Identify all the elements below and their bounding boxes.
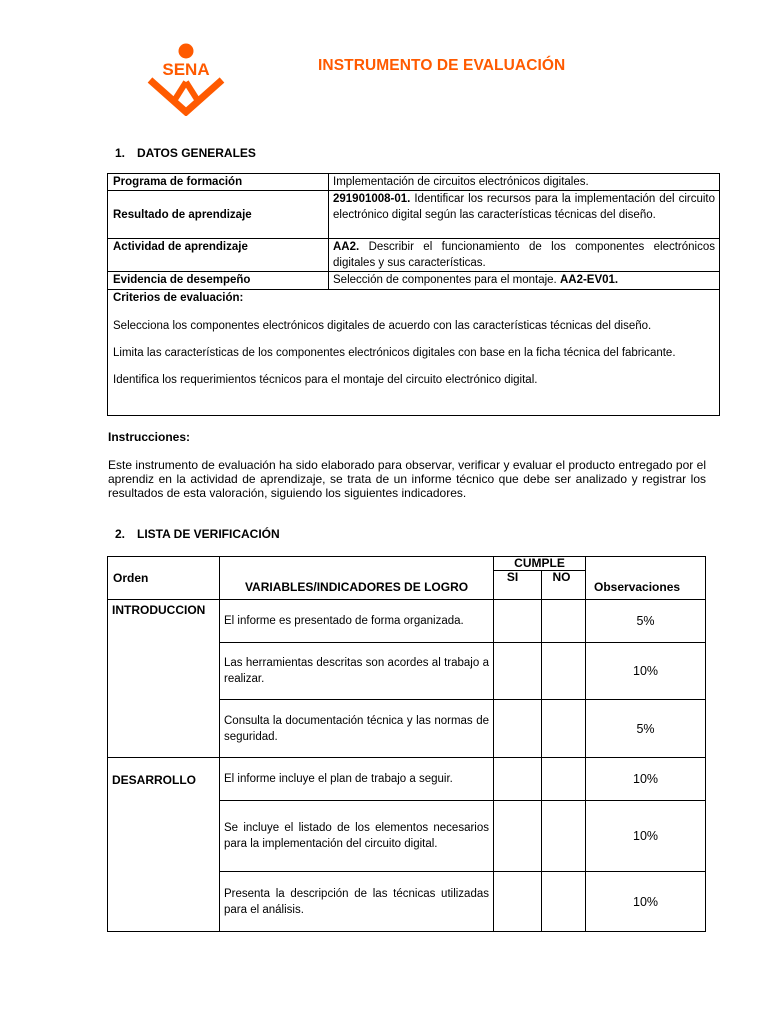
indicator-text: Presenta la descripción de las técnicas utilizadas para el análisis.	[220, 872, 494, 932]
col-si-header: SI	[494, 571, 542, 600]
group-introduccion: INTRODUCCION	[108, 600, 220, 758]
criterio-item: Limita las características de los componentes electrónicos digitales con base en la ficha técnica del fabricante.	[113, 347, 676, 359]
col-observaciones-header: Observaciones	[586, 557, 706, 600]
no-checkbox[interactable]	[542, 643, 586, 700]
resultado-value	[329, 191, 720, 239]
evidencia-label: Evidencia de desempeño	[108, 272, 329, 290]
section-1-heading	[115, 146, 256, 160]
criterio-item: Identifica los requerimientos técnicos para el montaje del circuito electrónico digital.	[113, 374, 538, 386]
instrucciones-text: Este instrumento de evaluación ha sido elaborado para observar, verificar y evaluar el producto entregado por el aprendiz en la actividad de aprendizaje, se trata de un informe técnico que debe ser analizado y registrar los resultados de esta valoración, siguiendo los siguientes indicadores.	[108, 458, 706, 500]
no-checkbox[interactable]	[542, 872, 586, 932]
observacion-value: 10%	[586, 643, 706, 700]
observacion-value: 10%	[586, 801, 706, 872]
actividad-label: Actividad de aprendizaje	[108, 239, 329, 272]
section-2-title: LISTA DE VERIFICACIÓN	[137, 527, 280, 541]
si-checkbox[interactable]	[494, 872, 542, 932]
group-desarrollo-label: DESARROLLO	[112, 773, 196, 787]
si-checkbox[interactable]	[494, 600, 542, 643]
criterios-cell	[108, 290, 720, 416]
lista-verificacion-table	[107, 556, 706, 932]
criterio-item: Selecciona los componentes electrónicos digitales de acuerdo con las características técnicas del diseño.	[113, 320, 652, 332]
indicator-text: El informe incluye el plan de trabajo a seguir.	[220, 758, 494, 801]
programa-label: Programa de formación	[108, 174, 329, 191]
criterios-label: Criterios de evaluación:	[113, 292, 244, 304]
col-variables-header: VARIABLES/INDICADORES DE LOGRO	[220, 557, 494, 600]
evidencia-code: AA2-EV01.	[559, 274, 619, 286]
si-checkbox[interactable]	[494, 700, 542, 758]
group-desarrollo	[108, 758, 220, 932]
col-no-header: NO	[542, 571, 586, 600]
no-checkbox[interactable]	[542, 801, 586, 872]
si-checkbox[interactable]	[494, 801, 542, 872]
indicator-text: Se incluye el listado de los elementos necesarios para la implementación del circuito digital.	[220, 801, 494, 872]
si-checkbox[interactable]	[494, 643, 542, 700]
section-1-number: 1.	[115, 146, 126, 160]
no-checkbox[interactable]	[542, 600, 586, 643]
si-checkbox[interactable]	[494, 758, 542, 801]
evidencia-text: Selección de componentes para el montaje.	[333, 274, 560, 286]
datos-generales-table	[107, 173, 720, 416]
col-cumple-header: CUMPLE	[494, 557, 586, 571]
resultado-label: Resultado de aprendizaje	[108, 191, 329, 239]
section-2-number: 2.	[115, 527, 126, 541]
sena-logo	[146, 42, 226, 116]
section-2-heading	[115, 527, 280, 541]
actividad-value	[329, 239, 720, 272]
instrucciones-heading: Instrucciones:	[108, 430, 191, 444]
indicator-text: Consulta la documentación técnica y las normas de seguridad.	[220, 700, 494, 758]
logo-text: SENA	[162, 60, 210, 79]
observacion-value: 5%	[586, 600, 706, 643]
observacion-value: 10%	[586, 872, 706, 932]
resultado-code: 291901008-01.	[333, 193, 411, 205]
page-title: INSTRUMENTO DE EVALUACIÓN	[318, 57, 566, 74]
actividad-text: Describir el funcionamiento de los componentes electrónicos digitales y sus características.	[333, 241, 715, 269]
col-orden-header: Orden	[108, 557, 220, 600]
programa-value: Implementación de circuitos electrónicos digitales.	[329, 174, 720, 191]
resultado-text: Identificar los recursos para la implementación del circuito electrónico digital según las características técnicas del diseño.	[333, 193, 715, 221]
no-checkbox[interactable]	[542, 700, 586, 758]
evidencia-value	[329, 272, 720, 290]
no-checkbox[interactable]	[542, 758, 586, 801]
section-1-title: DATOS GENERALES	[137, 146, 256, 160]
indicator-text: Las herramientas descritas son acordes al trabajo a realizar.	[220, 643, 494, 700]
observacion-value: 10%	[586, 758, 706, 801]
observacion-value: 5%	[586, 700, 706, 758]
indicator-text: El informe es presentado de forma organizada.	[220, 600, 494, 643]
actividad-code: AA2.	[333, 241, 360, 253]
